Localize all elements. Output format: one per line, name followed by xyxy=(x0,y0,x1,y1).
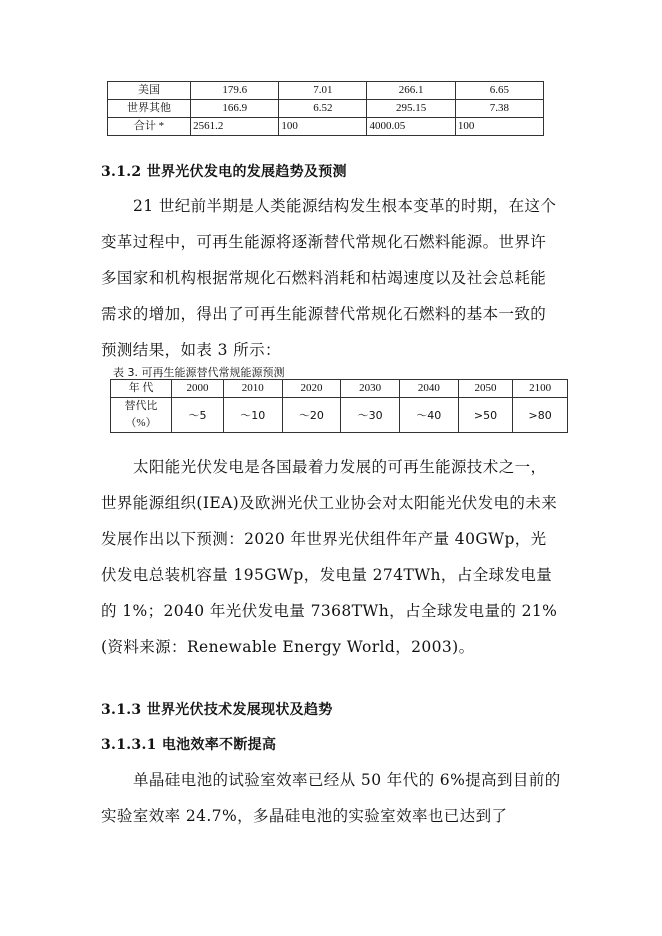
table-caption: 表 3. 可再生能源替代常规能源预测 xyxy=(113,366,285,379)
table-row-ratios xyxy=(111,398,568,433)
energy-table-top xyxy=(107,81,544,136)
table-cell: 179.6 xyxy=(191,82,279,100)
table-cell: 7.38 xyxy=(455,100,543,118)
table-row-years xyxy=(111,380,568,398)
table-cell-ratio: ～20 xyxy=(282,398,341,433)
table-cell-year: 2000 xyxy=(172,380,224,398)
paragraph-cell-efficiency xyxy=(101,762,561,834)
table-cell-ratio: ～5 xyxy=(172,398,224,433)
table-cell-ratio: ～30 xyxy=(341,398,400,433)
table-cell-year: 2040 xyxy=(399,380,458,398)
ratio-label: 替代比 xyxy=(124,400,158,412)
table-cell: 166.9 xyxy=(191,100,279,118)
paragraph-iea-forecast xyxy=(101,449,561,665)
table-cell: 6.65 xyxy=(455,82,543,100)
paragraph-renewable-trend xyxy=(101,188,561,368)
table-cell: 266.1 xyxy=(367,82,455,100)
table-cell: 100 xyxy=(455,118,543,136)
table-header-ratio xyxy=(111,398,172,433)
table-cell-ratio: ～10 xyxy=(223,398,282,433)
table-cell: 2561.2 xyxy=(191,118,279,136)
table-cell-ratio: >80 xyxy=(513,398,568,433)
section-heading-3-1-3-1: 3.1.3.1 电池效率不断提高 xyxy=(101,737,277,753)
table-cell-ratio: ～40 xyxy=(399,398,458,433)
table-cell: 合计 * xyxy=(108,118,191,136)
table-cell: 4000.05 xyxy=(367,118,455,136)
paragraph-text: 21 世纪前半期是人类能源结构发生根本变革的时期，在这个变革过程中，可再生能源将逐渐替代常规化石燃料能源。世界许多国家和机构根据常规化石燃料消耗和枯竭速度以及社会总耗能需求的增加，得出了可再生能源替代常规化石燃料的基本一致的预测结果，如表 3 所示： xyxy=(101,197,557,359)
table-cell-ratio: >50 xyxy=(458,398,513,433)
paragraph-text: 太阳能光伏发电是各国最着力发展的可再生能源技术之一，世界能源组织(IEA)及欧洲光伏工业协会对太阳能光伏发电的未来发展作出以下预测：2020 年世界光伏组件年产量 40GWp，光伏发电总装机容量 195GWp，发电量 274TWh，占全球发电量的 1%；2040 年光伏发电量 7368TWh，占全球发电量的 21%(资料来源：Renewable Energy World，2003)。 xyxy=(101,458,558,656)
table-cell: 100 xyxy=(279,118,367,136)
table-row xyxy=(108,82,544,100)
table-cell: 世界其他 xyxy=(108,100,191,118)
table-cell-year: 2030 xyxy=(341,380,400,398)
table-cell: 6.52 xyxy=(279,100,367,118)
ratio-unit: （%） xyxy=(125,417,157,429)
table-cell-year: 2100 xyxy=(513,380,568,398)
section-heading-3-1-3: 3.1.3 世界光伏技术发展现状及趋势 xyxy=(101,702,333,718)
table-row xyxy=(108,100,544,118)
renewable-forecast-table xyxy=(110,379,568,433)
table-cell: 295.15 xyxy=(367,100,455,118)
table-cell-year: 2010 xyxy=(223,380,282,398)
table-cell: 7.01 xyxy=(279,82,367,100)
table-cell: 美国 xyxy=(108,82,191,100)
section-heading-3-1-2: 3.1.2 世界光伏发电的发展趋势及预测 xyxy=(101,164,347,180)
table-cell-year: 2050 xyxy=(458,380,513,398)
table-header-year: 年 代 xyxy=(111,380,172,398)
table-row xyxy=(108,118,544,136)
table-cell-year: 2020 xyxy=(282,380,341,398)
paragraph-text: 单晶硅电池的试验室效率已经从 50 年代的 6%提高到目前的实验室效率 24.7%，多晶硅电池的实验室效率也已达到了 xyxy=(101,771,561,825)
